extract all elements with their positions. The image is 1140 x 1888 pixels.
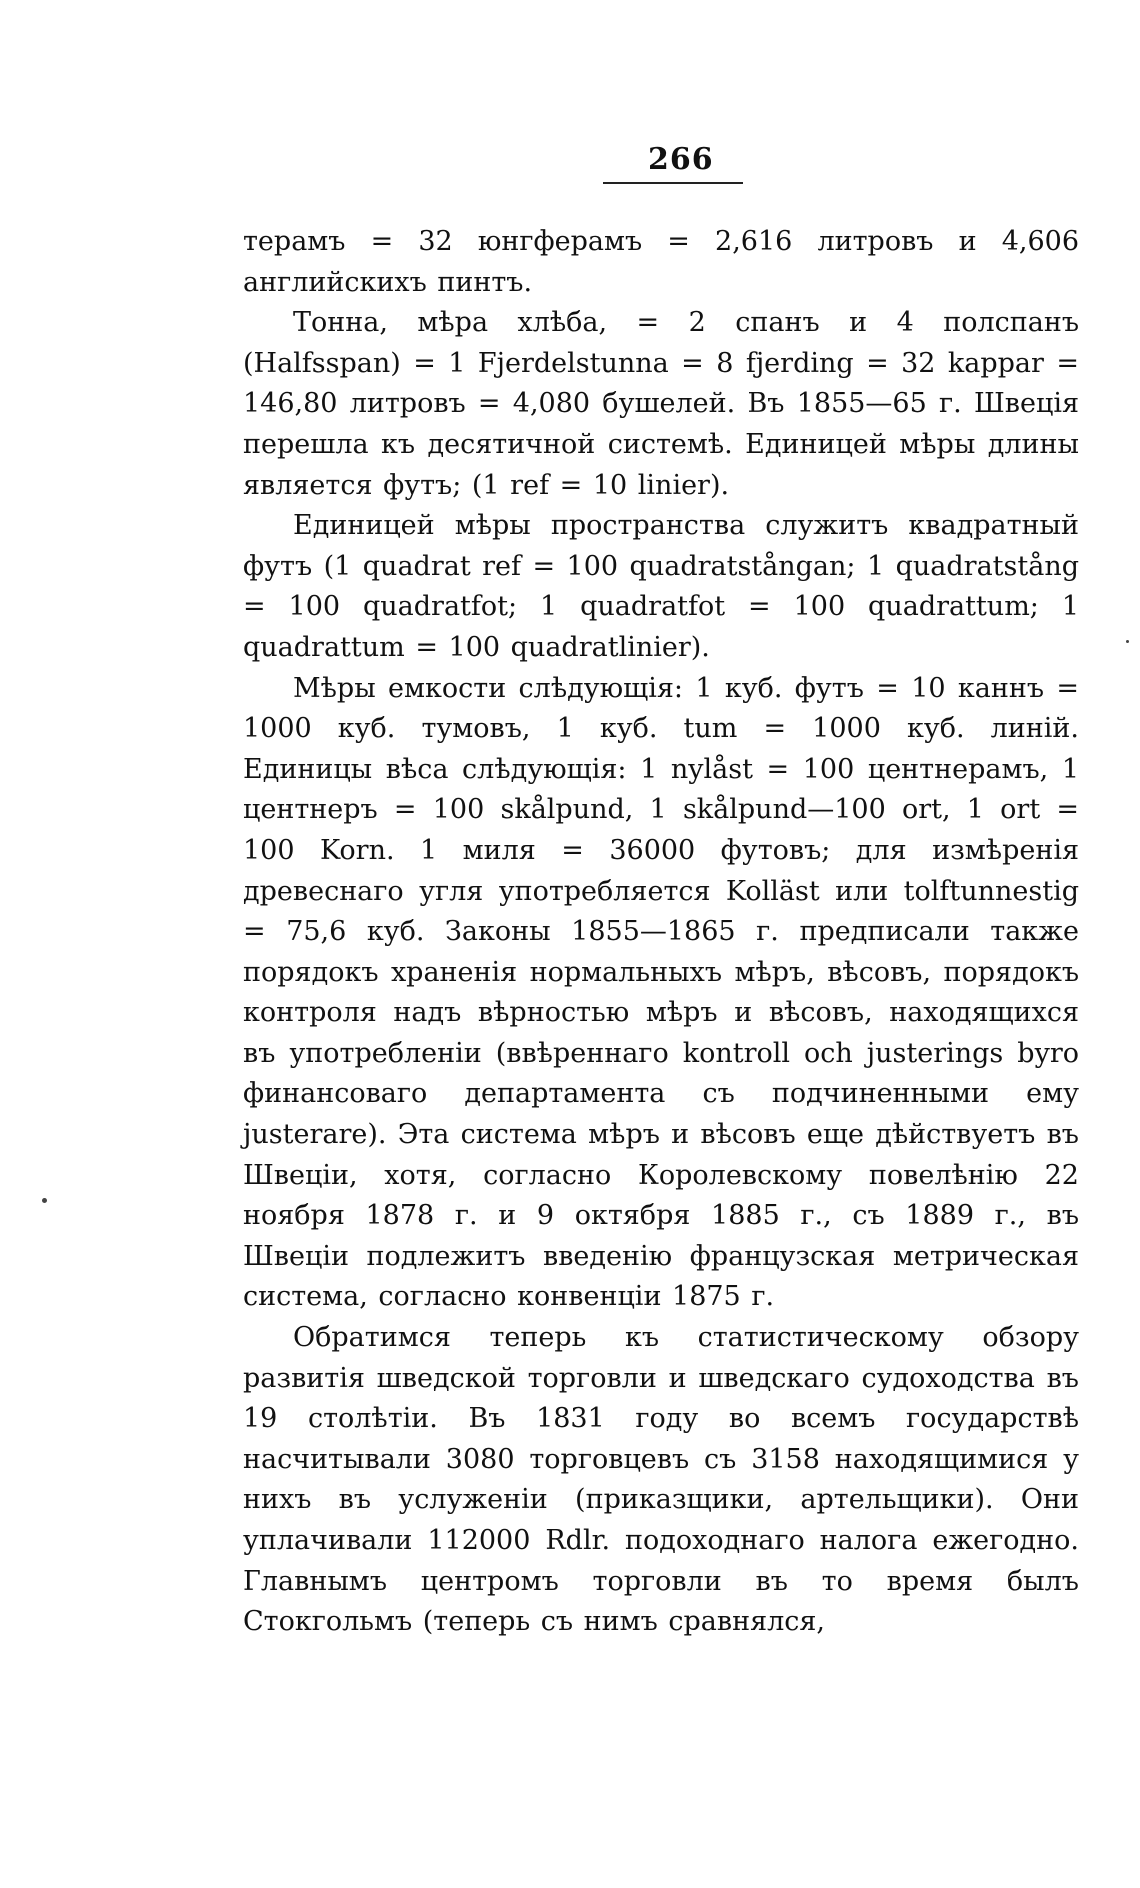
page-number: 266 (648, 142, 714, 177)
paragraph-tonna: Тонна, мѣра хлѣба, = 2 спанъ и 4 полспанъ (Halfsspan) = 1 Fjerdelstunna = 8 fjerding = 32 kappar = 146,80 литровъ = 4,080 бушелей. Въ 1855—65 г. Швеція перешла къ десятичной системѣ. Единицей мѣры длины является футъ; (1 ref = 10 linier). (243, 307, 1079, 501)
paragraph-continuation: терамъ = 32 юнгферамъ = 2,616 литровъ и 4,606 английскихъ пинтъ. (243, 226, 1079, 298)
header-rule (603, 182, 743, 184)
margin-speck (42, 1198, 47, 1203)
margin-speck (1126, 640, 1129, 643)
body-text (243, 222, 1079, 1643)
paragraph-area-measures: Единицей мѣры пространства служитъ квадратный футъ (1 quadrat ref = 100 quadratstångan; 1 quadratstång = 100 quadratfot; 1 quadratfot = 100 quadrattum; 1 quadrattum = 100 quadratlinier). (243, 510, 1079, 663)
paragraph-capacity-weight: Мѣры емкости слѣдующія: 1 куб. футъ = 10 каннъ = 1000 куб. тумовъ, 1 куб. tum = 1000 куб. линій. Единицы вѣса слѣдующія: 1 nylåst = 100 центнерамъ, 1 центнеръ = 100 skålpund, 1 skålpund—100 ort, 1 ort = 100 Korn. 1 миля = 36000 футовъ; для измѣренія древеснаго угля употребляется Kolläst или tolftunnestig = 75,6 куб. Законы 1855—1865 г. предписали также порядокъ храненія нормальныхъ мѣръ, вѣсовъ, порядокъ контроля надъ вѣрностью мѣръ и вѣсовъ, находящихся въ употребленіи (ввѣреннаго kontroll och justerings byro финансоваго департамента съ подчиненными ему justerare). Эта система мѣръ и вѣсовъ еще дѣйствуетъ въ Швеціи, хотя, согласно Королевскому повелѣнію 22 ноября 1878 г. и 9 октября 1885 г., съ 1889 г., въ Швеціи подлежитъ введенію французская метрическая система, согласно конвенціи 1875 г. (243, 672, 1079, 1313)
paragraph-trade-statistics: Обратимся теперь къ статистическому обзору развитія шведской торговли и шведскаго судоходства въ 19 столѣтіи. Въ 1831 году во всемъ государствѣ насчитывали 3080 торговцевъ съ 3158 находящимися у нихъ въ услуженіи (приказщики, артельщики). Они уплачивали 112000 Rdlr. подоходнаго налога ежегодно. Главнымъ центромъ торговли въ то время былъ Стокгольмъ (теперь съ нимъ сравнялся, (243, 1322, 1079, 1638)
